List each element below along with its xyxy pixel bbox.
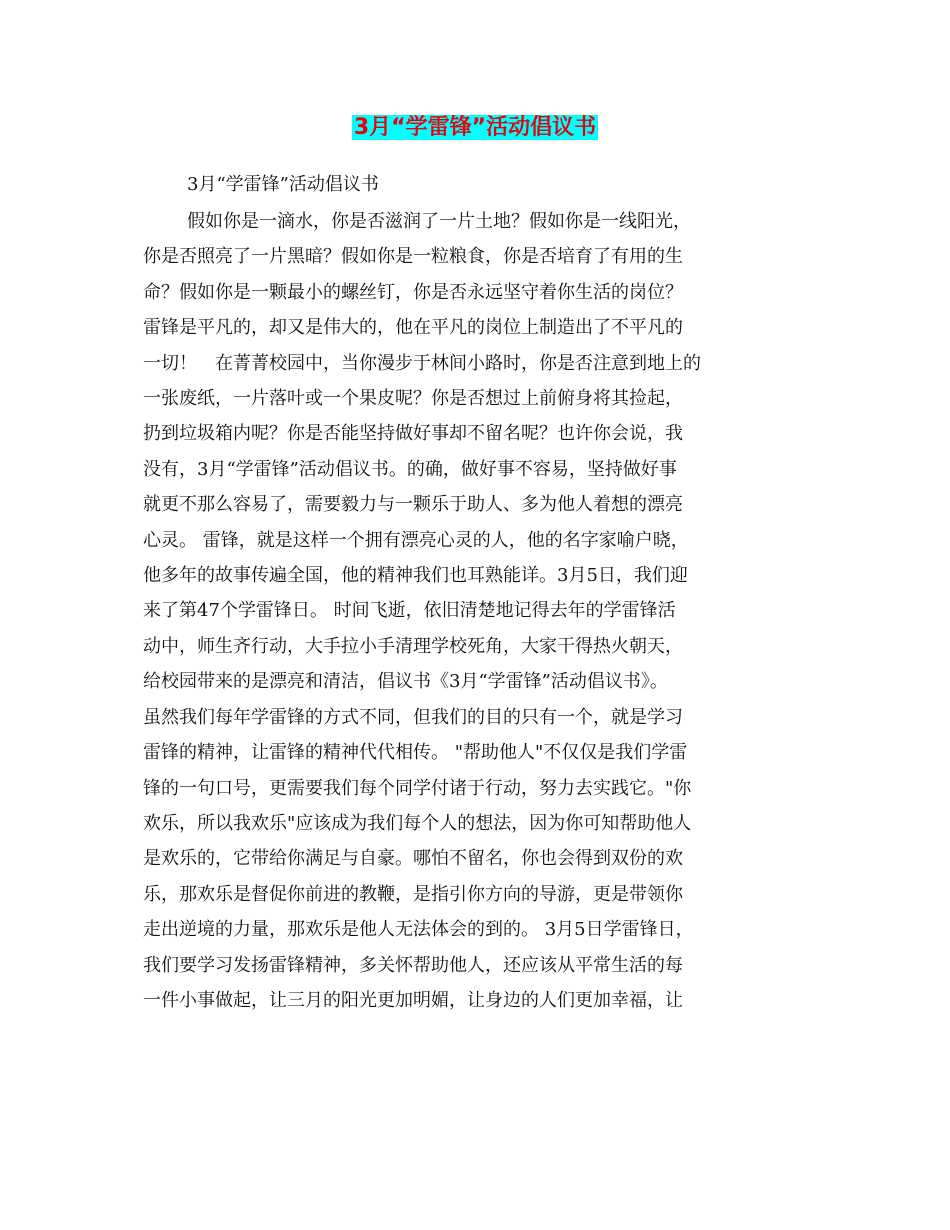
document-title [0, 113, 950, 143]
body-line: 一件小事做起，让三月的阳光更加明媚，让身边的人们更加幸福，让 [143, 989, 683, 1011]
body-line: 他多年的故事传遍全国，他的精神我们也耳熟能详。3月5日，我们迎 [143, 565, 688, 587]
body-line: 命？假如你是一颗最小的螺丝钉，你是否永远坚守着你生活的岗位？ [143, 281, 683, 303]
body-line: 乐，那欢乐是督促你前进的教鞭，是指引你方向的导游，更是带领你 [143, 883, 683, 905]
body-line: 扔到垃圾箱内呢？你是否能坚持做好事却不留名呢？也许你会说，我 [143, 423, 683, 445]
body-line: 一切！ 在菁菁校园中，当你漫步于林间小路时，你是否注意到地上的 [143, 352, 701, 374]
body-line: 锋的一句口号，更需要我们每个同学付诸于行动，努力去实践它。"你 [143, 777, 692, 799]
document-subtitle: 3月“学雷锋”活动倡议书 [187, 174, 379, 195]
body-line: 给校园带来的是漂亮和清洁，倡议书《3月“学雷锋”活动倡议书》。 [143, 671, 668, 693]
body-line: 一张废纸，一片落叶或一个果皮呢？你是否想过上前俯身将其捡起， [143, 388, 683, 410]
body-line: 雷锋是平凡的，却又是伟大的，他在平凡的岗位上制造出了不平凡的 [143, 317, 683, 339]
body-line: 来了第47个学雷锋日。 时间飞逝，依旧清楚地记得去年的学雷锋活 [143, 600, 676, 622]
document-title-text: 3月“学雷锋”活动倡议书 [353, 115, 597, 140]
body-line: 走出逆境的力量，那欢乐是他人无法体会的到的。 3月5日学雷锋日， [143, 919, 694, 941]
body-line: 是欢乐的，它带给你满足与自豪。哪怕不留名，你也会得到双份的欢 [143, 848, 683, 870]
body-line: 雷锋的精神，让雷锋的精神代代相传。 "帮助他人"不仅仅是我们学雷 [143, 742, 688, 764]
body-line: 虽然我们每年学雷锋的方式不同，但我们的目的只有一个，就是学习 [143, 706, 683, 728]
document-body [143, 204, 823, 1018]
body-line: 你是否照亮了一片黑暗？假如你是一粒粮食，你是否培育了有用的生 [143, 246, 683, 268]
body-line: 动中，师生齐行动，大手拉小手清理学校死角，大家干得热火朝天， [143, 635, 683, 657]
body-line: 假如你是一滴水，你是否滋润了一片土地？假如你是一线阳光， [187, 211, 691, 232]
body-line: 心灵。 雷锋，就是这样一个拥有漂亮心灵的人，他的名字家喻户晓， [143, 529, 689, 551]
body-line: 没有，3月“学雷锋”活动倡议书。的确，做好事不容易，坚持做好事 [143, 458, 677, 480]
body-line: 欢乐，所以我欢乐"应该成为我们每个人的想法，因为你可知帮助他人 [143, 812, 692, 834]
body-line: 我们要学习发扬雷锋精神，多关怀帮助他人，还应该从平常生活的每 [143, 954, 683, 976]
body-line: 就更不那么容易了，需要毅力与一颗乐于助人、多为他人着想的漂亮 [143, 494, 683, 516]
